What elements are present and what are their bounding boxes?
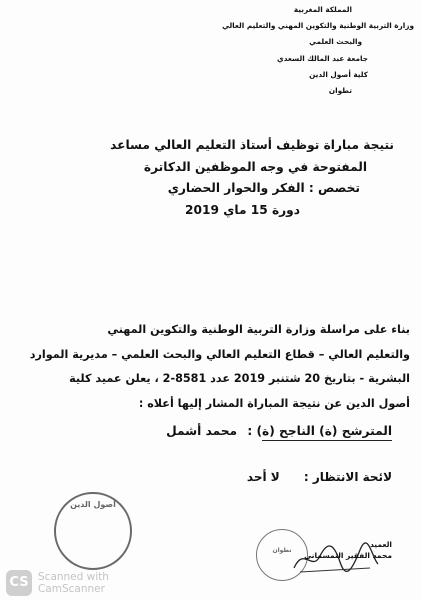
candidate-underline [262,440,392,441]
header-kingdom: المملكة المغربية [293,5,352,14]
faculty-stamp [54,492,132,570]
successful-candidate [166,424,392,441]
dean-name: محمد الفقير التمسماني [304,551,392,560]
title-specialty: تخصص : الفكر والحوار الحضاري [167,181,360,195]
header-university: جامعة عبد المالك السعدي [277,53,368,63]
waitlist-label: لائحة الانتظار : [303,470,392,484]
scanner-watermark [0,566,422,600]
dean-title: العميد [369,540,392,549]
waiting-list [247,470,392,484]
camscanner-line-2: CamScanner [38,583,105,595]
header-faculty: كلية أصول الدين [309,69,368,79]
title-line-1: نتيجة مباراة توظيف أستاذ التعليم العالي مساعد [110,138,394,152]
header-research: والبحث العلمي [309,37,362,47]
camscanner-logo-icon: CS [6,570,32,596]
candidate-label: المترشح (ة) الناجح (ة) : [247,424,392,438]
body-line-4: أصول الدين عن نتيجة المباراة المشار إليها أعلاه : [138,396,410,410]
header-city: تطوان [328,86,352,96]
camscanner-text [38,571,109,595]
waitlist-value: لا أحد [246,470,280,484]
body-line-3: البشرية - بتاريخ 20 شتنبر 2019 عدد 8581-2 ، يعلن عميد كلية [69,372,410,386]
body-line-2: والتعليم العالي – قطاع التعليم العالي والبحث العلمي – مديرية الموارد [29,347,410,361]
candidate-name: محمد أشمل [166,424,238,438]
camscanner-line-1: Scanned with [38,571,109,583]
body-line-1: بناء على مراسلة وزارة التربية الوطنية والتكوين المهني [107,323,410,336]
dean-block [304,539,392,561]
title-session: دورة 15 ماي 2019 [185,202,300,217]
title-line-2: المفتوحة في وجه الموظفين الدكاترة [143,159,367,174]
announcement-body [12,318,410,416]
document-title [64,135,394,221]
institution-header [144,2,414,99]
stamp-text: أصول الدين [70,500,116,509]
header-ministry: وزارة التربية الوطنية والتكوين المهني والتعليم العالي [222,21,414,31]
stamp-city-text: تطوان [272,547,292,554]
